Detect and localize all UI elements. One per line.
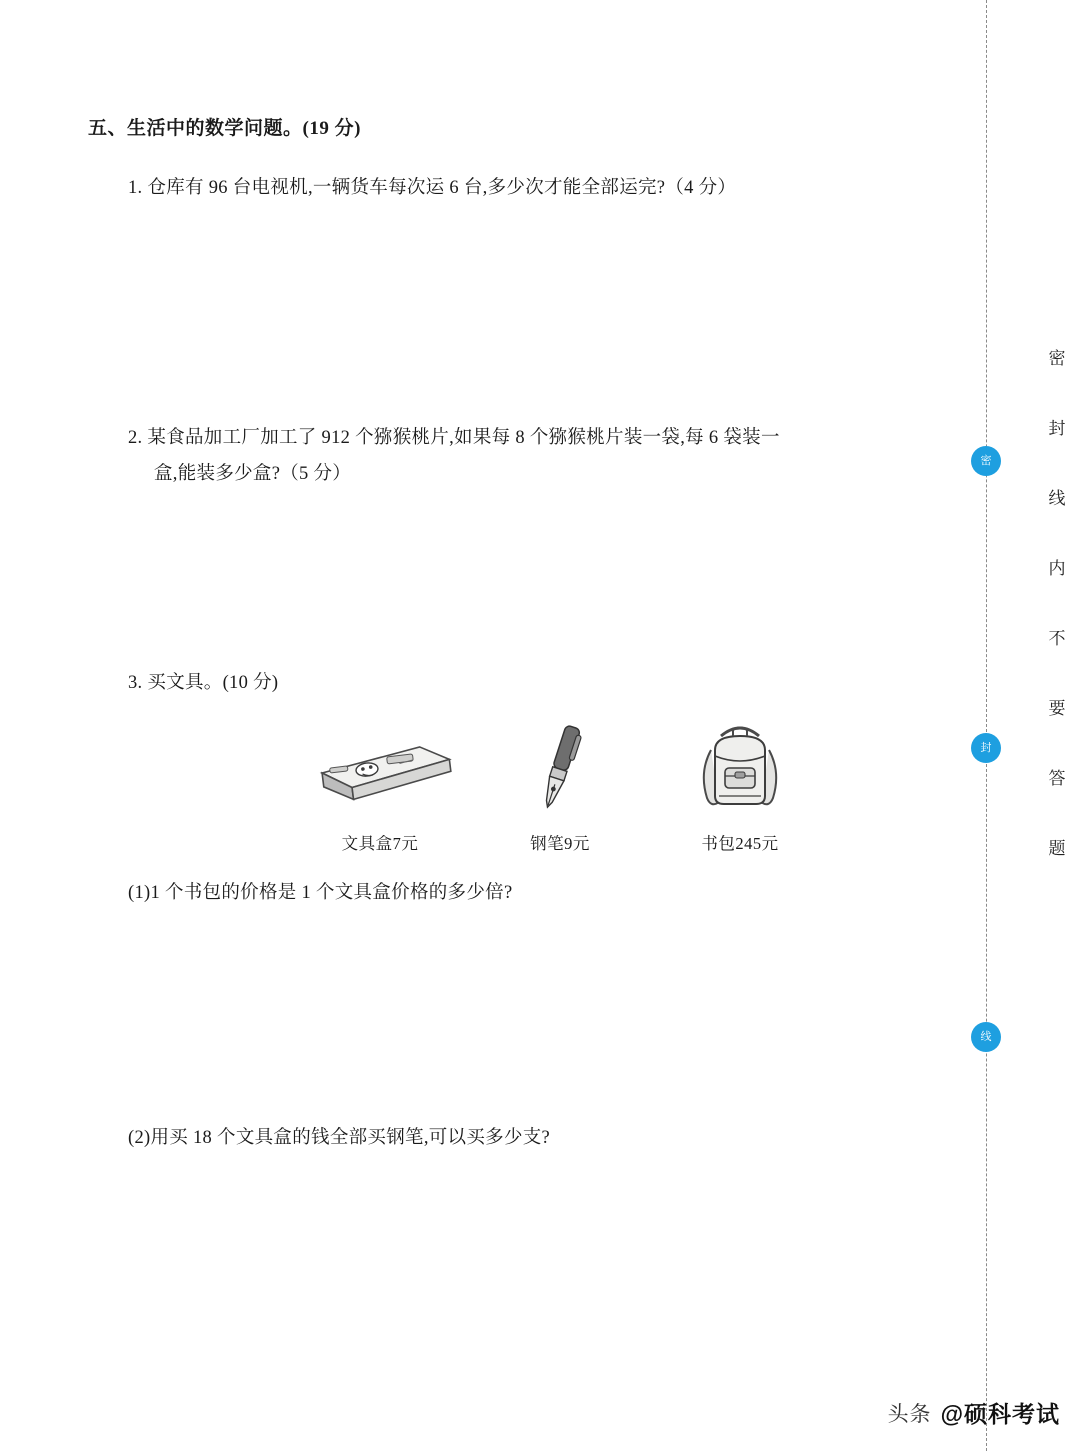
seal-char: 题	[1048, 839, 1066, 858]
seal-instruction-column	[1040, 350, 1074, 910]
seal-char: 封	[1048, 419, 1066, 438]
backpack-icon	[660, 712, 820, 817]
pencil-case-icon	[300, 712, 460, 817]
item-caption: 钢笔9元	[530, 834, 590, 853]
seal-char: 不	[1048, 629, 1066, 648]
question-3: 3. 买文具。(10 分)	[128, 673, 279, 693]
question-2-line-2: 盒,能装多少盒?（5 分）	[154, 464, 352, 485]
seal-dashed-line	[986, 0, 987, 1451]
seal-char: 内	[1048, 559, 1066, 578]
item-caption: 文具盒7元	[341, 834, 419, 853]
question-3-sub-1: (1)1 个书包的价格是 1 个文具盒价格的多少倍?	[128, 883, 513, 903]
fountain-pen-icon	[480, 712, 640, 817]
list-item	[480, 712, 640, 854]
watermark	[888, 1396, 1060, 1429]
question-2-line-1: 2. 某食品加工厂加工了 912 个猕猴桃片,如果每 8 个猕猴桃片装一袋,每 6 袋装一	[128, 428, 780, 448]
seal-char: 要	[1048, 699, 1066, 718]
account-label: @硕科考试	[940, 1401, 1060, 1427]
seal-mark-icon: 线	[971, 1022, 1001, 1052]
seal-char: 密	[1048, 349, 1066, 368]
stationery-price-list	[300, 712, 820, 854]
section-title: 五、生活中的数学问题。(19 分)	[88, 118, 361, 139]
seal-mark-icon: 密	[971, 446, 1001, 476]
seal-char: 线	[1048, 489, 1066, 508]
seal-char: 答	[1048, 769, 1066, 788]
list-item	[660, 712, 820, 854]
seal-mark-icon: 封	[971, 733, 1001, 763]
question-1: 1. 仓库有 96 台电视机,一辆货车每次运 6 台,多少次才能全部运完?（4 分）	[128, 178, 737, 198]
platform-label: 头条	[887, 1402, 932, 1426]
question-3-sub-2: (2)用买 18 个文具盒的钱全部买钢笔,可以买多少支?	[128, 1128, 551, 1148]
question-2	[128, 420, 918, 492]
item-caption: 书包245元	[701, 834, 779, 853]
list-item	[300, 712, 460, 854]
